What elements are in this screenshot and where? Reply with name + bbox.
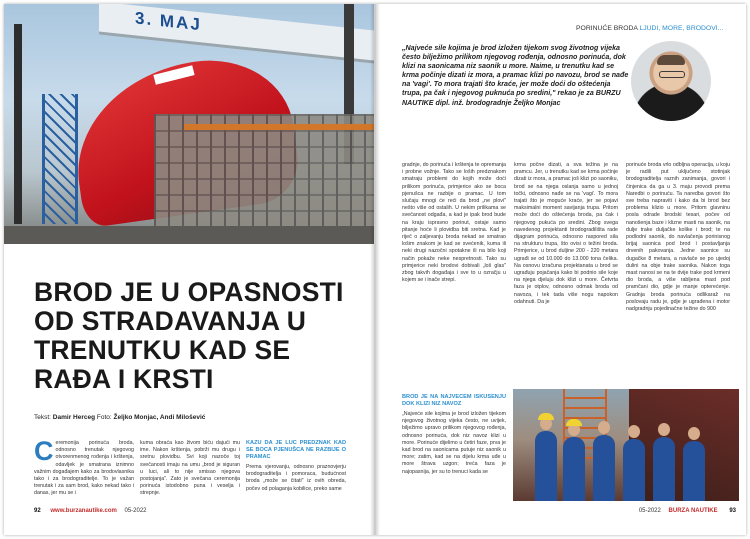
right-column-2 [514, 162, 618, 338]
left-page [4, 4, 374, 535]
column-text: Prema vjerovanju, odnosno praznovjerju brodograditelja i pomoraca, budućnost broda „može se čitati" iz ovih obreda, počev od polaganja kobilice, preko same [246, 464, 346, 492]
dropcap: C [34, 440, 54, 466]
worker [535, 431, 557, 501]
section-subtitle: LJUDI, MORE, BRODOVI... [639, 25, 724, 32]
footer-issue: 05-2022 [124, 508, 147, 514]
crane-tower [14, 24, 22, 224]
column-text: gradnje, do porinuća i krštenja te opremanja i probne vožnje. Tako se loših predznakom smatraju problemi do kojih može doći prilikom porinuća, primjerice ako se boca pjenušca ne razbije o pramac. U tom slučaju mnogi će reći da brod „ne plovi" nešto više od ostalih. U nekim prilikama se svečanost odgađa, a kad je ipak brod bude na kraju ispravno porinut, ostaje samo pitanje hoće li plovidba biti sretna. Kad je riječ o zaljevanju broda nekad se smatrao lošim znakom je kad se svećenik, kuma ili neki drugi nazočni spotakne ili na bilo koji način pokaže neke nespretnosti. Tako su primjerice neki brodovi dobivali „loš glas" zbog takvih događaja i sve to u ozračju u kojem se i inače strepi. [402, 162, 506, 284]
spread-gutter [370, 4, 380, 535]
column-text: kuma obraća kao živom biću dajući mu ime. Nakon krštenja, pobrži mu drugu i sretnu plovidbu. Svi koji nazoče toj svečanosti imaju na umu „brod je siguran u luci, ali to nije smisao njegova postojanja". Zato je svečana ceremonija porinuća istodobno puna i veselja i strepnje. [140, 440, 240, 497]
column-text: porinuće broda vrlo odbljna operacija, u koju je radili put uključeno stotinjak brodograditelja raznih zanimanja, govori i činjenica da ga u 3. maju provodi prema Naredbi o porinuću. Ta naredba govori što sve treba napraviti i kako da bi brod bez problema klizio u more. Pritom glavninu posla odrade brodski tesari, počev od nanošenja baze i klizne masti na saonik, na dulje trake duljačke kolike i brod; te na podlodni saonik, do navlačenja porinisnog brijaj saonica pod brod i postavljanja drvenih pakovanja. Jedne saonice su dugačke 8 metara, a navlače se po ujedoj dulini na obje trake saonika. Nakon toga mast nanosi se na te dvije trake pod krmeni dio broda, a više rabljena mast pod pramčani dio, gdje je manje opterećenje. Gradnja broda porinuća odlikaraž na poslovaju radu je, gdje je ugrađena i motor nadgradnju pojedinačne težine do 900 [626, 162, 730, 313]
footer-url[interactable]: www.burzanautike.com [50, 508, 117, 514]
left-column-3 [246, 440, 346, 502]
article-byline [34, 414, 205, 421]
byline-text-label: Tekst: [34, 414, 51, 421]
ship-launch-photo [4, 4, 374, 244]
column-text: krma počne dizati, a sva težina je na pramcu. Jer, u trenutku kad se krma počinje dizati iz mora, a pramac još klizi po saoniku, brod se na njega oslanja samo u jednoj točki, odnosno nađe se na 'vagi'. To mora trajati što je moguće kraće, jer se pojavi maksimalni moment savijanja trupa. Pritom može doći do oštećenja broda, pa čak i njegovog pukuća po sredini. Zbog svega navedenog projektanti brodogradilišta rade dijagram porinuća, odnosno raspored sila na strukturu trupa, što ovisi o težini broda. Primjerice, u brod duljine 200 - 220 metara ugrađi se od 10.000 do 13.000 tona čelika. Na osnovu izračuna projektanata u brod se ugrađuju pojačanja kako bi podnio sile koje na njega djeluju dok klizi u more. Četvrta faza je otplov, odnosno odmak broda od navoza, i tek tada više nogu napokon odahnuti. Da je [514, 162, 618, 305]
byline-photo-label: Foto: [96, 414, 112, 421]
portrait-photo [631, 41, 711, 121]
right-page-footer [639, 508, 736, 514]
blue-crane [42, 94, 78, 224]
slipway-ground [4, 226, 374, 244]
right-column-1-lower [402, 394, 506, 502]
column-text: „Najveće sile kojima je brod izložen tijekom njegovog životnog vijeka često, ne uvijek, bilježimo upravo prilikom njegovog rođenja, odnosno porinuća, dok niz navoz klizi u more. Porinuće dijelimo u četiri faze, prva je kad brod na saonicama putuje niz saonik u more; zatim, kad se na dijelu krma uđe u more štrava uzgon; treća faza je najopasnija, jer su to trenuci kada se [402, 411, 506, 475]
column-subhead: KAŽU DA JE LUČ PREDZNAK KAD SE BOCA PJENUŠCA NE RAZBIJE O PRAMAC [246, 440, 346, 460]
orange-rail [184, 124, 374, 130]
column-text: eremonija porinuća broda, odnosno trenutak njegovog otvorenmenog rođenja i krštenja, odavljek je smatrana iznimno važnim događajem kako za brodovlasnika tako i za brodograditelje. To je važan trenutak i za sam brod, kako nekad tako i danas, jer mu se i [34, 440, 134, 497]
left-column-1 [34, 440, 134, 502]
portrait-glasses [659, 71, 685, 78]
byline-author: Damir Herceg [52, 414, 96, 421]
footer-issue: 05-2022 [638, 508, 661, 514]
footer-publication: BURZA NAUTIKE [668, 508, 718, 514]
shipyard-crane-banner [99, 4, 374, 63]
worker [593, 435, 615, 501]
worker [563, 437, 585, 501]
worker [623, 439, 645, 501]
right-page [376, 4, 746, 535]
scaffolding [154, 114, 374, 244]
magazine-spread [4, 4, 746, 535]
article-headline: BROD JE U OPASNOSTI OD STRADAVANJA U TRENUTKU KAD SE RAĐA I KRSTI [34, 277, 344, 394]
shipyard-crew-photo [513, 389, 739, 501]
right-column-3 [626, 162, 730, 338]
section-title: PORINUĆE BRODA [576, 25, 638, 32]
page-number: 92 [34, 508, 41, 514]
worker [653, 437, 675, 501]
left-page-footer [34, 508, 147, 514]
column-subhead: BROD JE NA NAJVEĆEM ISKUŠENJU DOK KLIZI NIZ NAVOZ [402, 394, 506, 407]
portrait-hair [657, 55, 685, 65]
pull-quote: „Najveće sile kojima je brod izložen tijekom svog životnog vijeka često bilježimo prilikom njegovog rođenja, odnosno porinuća, dok klizi na saonicama niz saonik u more. Naime, u trenutku kad se krma počinje dizati iz mora, a pramac klizi po navozu, brod se nađe na 'vagi'. To mora trajati što kraće, jer može doći do oštećenja trupa, pa čak i njegovog puknuća po sredini," rekao je za BURZU NAUTIKE dipl. inž. brodogradnje Željko Monjac [402, 44, 629, 107]
worker [683, 441, 705, 501]
page-number: 93 [729, 508, 736, 514]
byline-photographers: Željko Monjac, Andi Milošević [113, 414, 206, 421]
left-column-2 [140, 440, 240, 502]
shipyard-banner-text: 3. MAJ [135, 8, 202, 35]
section-label [576, 25, 723, 32]
